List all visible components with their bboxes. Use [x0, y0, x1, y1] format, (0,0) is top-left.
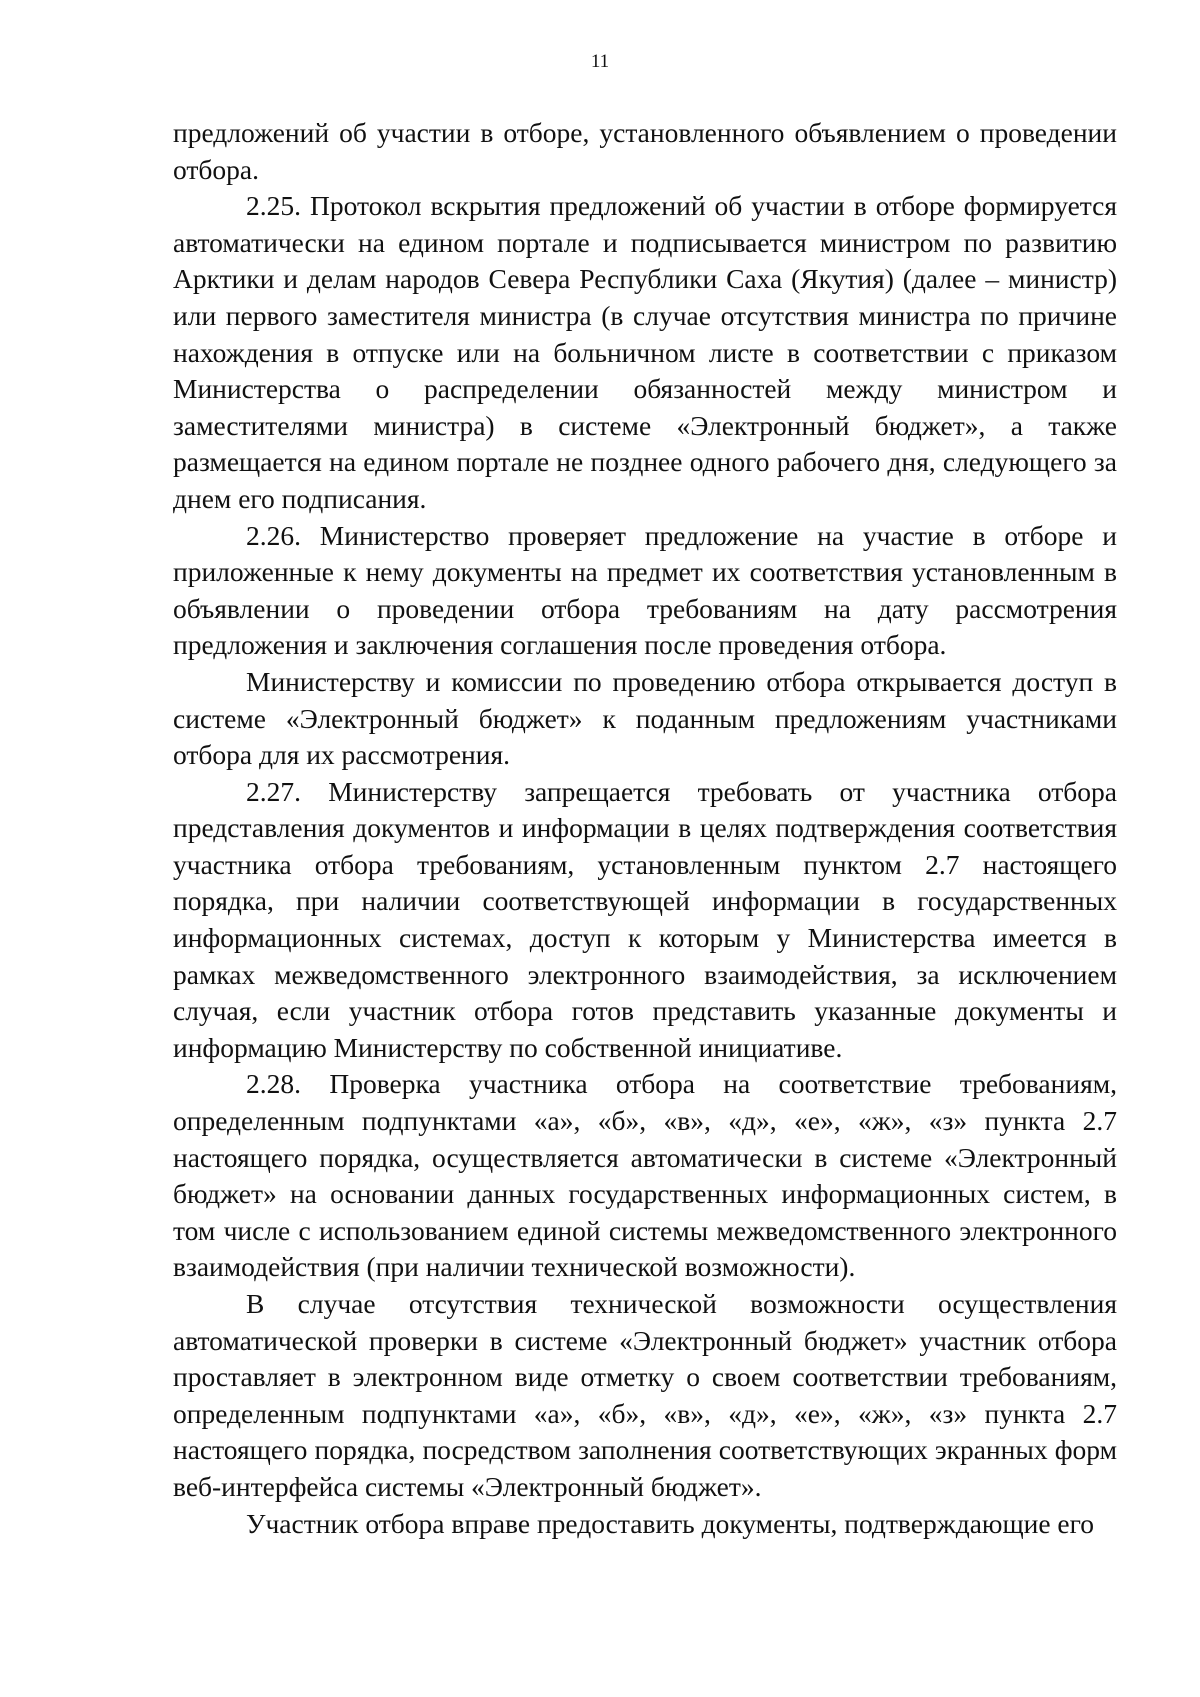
document-body: [173, 115, 1117, 1542]
paragraph-2-26: 2.26. Министерство проверяет предложение на участие в отборе и приложенные к нему документы на предмет их соответствия установленным в объявлении о проведении отбора требованиям на дату рассмотрения предложения и заключения соглашения после проведения отбора.: [173, 519, 1117, 661]
paragraph-participant-documents: Участник отбора вправе предоставить документы, подтверждающие его: [246, 1507, 1094, 1539]
paragraph-continuation: предложений об участии в отборе, установленного объявлением о проведении отбора.: [173, 117, 1117, 185]
paragraph-2-28: 2.28. Проверка участника отбора на соответствие требованиям, определенным подпунктами «а», «б», «в», «д», «е», «ж», «з» пункта 2.7 настоящего порядка, осуществляется автоматически в системе «Электронный бюджет» на основании данных государственных информационных систем, в том числе с использованием единой системы межведомственного электронного взаимодействия (при наличии технической возможности).: [173, 1068, 1117, 1283]
page-number: 11: [590, 51, 610, 72]
paragraph-no-technical-possibility: В случае отсутствия технической возможности осуществления автоматической проверки в системе «Электронный бюджет» участник отбора проставляет в электронном виде отметку о своем соответствии требованиям, определенным подпунктами «а», «б», «в», «д», «е», «ж», «з» пункта 2.7 настоящего порядка, посредством заполнения соответствующих экранных форм веб-интерфейса системы «Электронный бюджет».: [173, 1288, 1117, 1502]
paragraph-2-27: 2.27. Министерству запрещается требовать от участника отбора представления документов и информации в целях подтверждения соответствия участника отбора требованиям, установленным пунктом 2.7 настоящего порядка, при наличии соответствующей информации в государственных информационных системах, доступ к которым у Министерства имеется в рамках межведомственного электронного взаимодействия, за исключением случая, если участник отбора готов представить указанные документы и информацию Министерству по собственной инициативе.: [173, 775, 1117, 1063]
paragraph-access: Министерству и комиссии по проведению отбора открывается доступ в системе «Электронный бюджет» к поданным предложениям участниками отбора для их рассмотрения.: [173, 665, 1117, 771]
paragraph-2-25: 2.25. Протокол вскрытия предложений об участии в отборе формируется автоматически на едином портале и подписывается министром по развитию Арктики и делам народов Севера Республики Саха (Якутия) (далее – министр) или первого заместителя министра (в случае отсутствия министра по причине нахождения в отпуске или на больничном листе в соответствии с приказом Министерства о распределении обязанностей между министром и заместителями министра) в системе «Электронный бюджет», а также размещается на едином портале не позднее одного рабочего дня, следующего за днем его подписания.: [173, 190, 1117, 514]
